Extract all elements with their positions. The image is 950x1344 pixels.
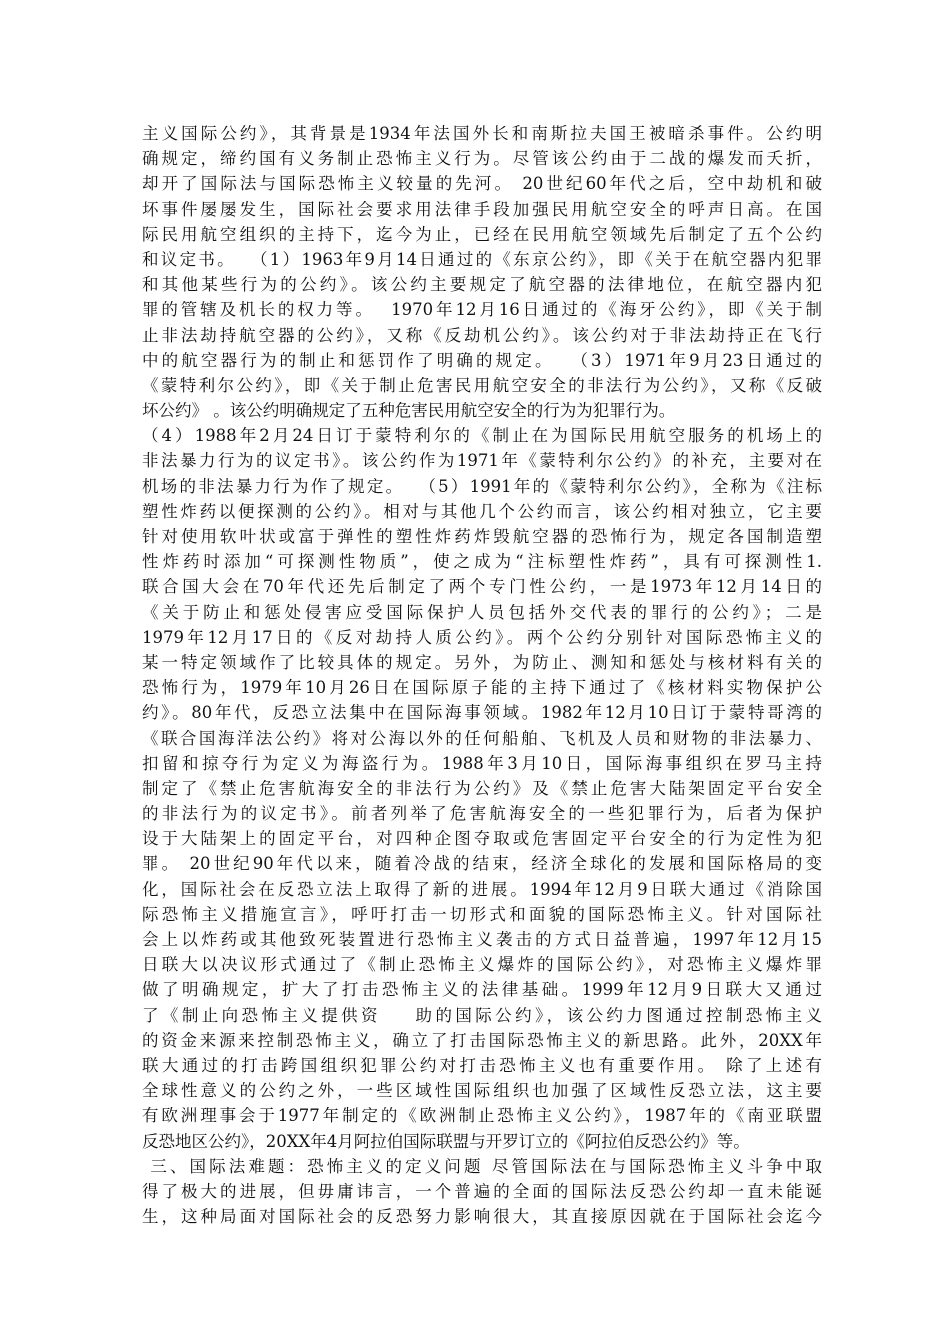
text-line: 《关于防止和惩处侵害应受国际保护人员包括外交代表的罪行的公约》；二是 bbox=[142, 602, 822, 622]
text-line: 际民用航空组织的主持下，迄今为止，已经在民用航空领域先后制定了五个公约 bbox=[142, 224, 822, 244]
text-line: 坏公约》 。该公约明确规定了五种危害民用航空安全的行为为犯罪行为。 bbox=[142, 401, 676, 421]
text-line: 设于大陆架上的固定平台，对四种企图夺取或危害固定平台安全的行为定性为犯 bbox=[142, 829, 822, 849]
text-line: 止非法劫持航空器的公约》，又称《反劫机公约》。该公约对于非法劫持正在飞行 bbox=[142, 325, 822, 345]
text-line: 坏事件屡屡发生，国际社会要求用法律手段加强民用航空安全的呼声日高。在国 bbox=[142, 199, 822, 219]
text-line: 联合国大会在70年代还先后制定了两个专门性公约，一是1973年12月14日的 bbox=[142, 577, 822, 597]
text-line: 恐怖行为，1979年10月26日在国际原子能的主持下通过了《核材料实物保护公 bbox=[142, 678, 822, 698]
text-line: 联大通过的打击跨国组织犯罪公约对打击恐怖主义也有重要作用。 除了上述有 bbox=[142, 1055, 822, 1075]
text-line: 会上以炸药或其他致死装置进行恐怖主义袭击的方式日益普遍，1997年12月15 bbox=[142, 930, 822, 949]
text-line: 得了极大的进展，但毋庸讳言，一个普遍的全面的国际法反恐公约却一直未能诞 bbox=[142, 1181, 822, 1201]
text-line: 化，国际社会在反恐立法上取得了新的进展。1994年12月9日联大通过《消除国 bbox=[142, 879, 822, 899]
text-line: 1979年12月17日的《反对劫持人质公约》。两个公约分别针对国际恐怖主义的 bbox=[142, 627, 822, 647]
text-line: 日联大以决议形式通过了《制止恐怖主义爆炸的国际公约》，对恐怖主义爆炸罪 bbox=[142, 955, 822, 975]
text-line: 和议定书。 （1）1963年9月14日通过的《东京公约》，即《关于在航空器内犯罪 bbox=[142, 249, 822, 269]
text-line: 了《制止向恐怖主义提供资 助的国际公约》，该公约力图通过控制恐怖主义 bbox=[142, 1005, 822, 1025]
text-line: 《联合国海洋法公约》将对公海以外的任何船舶、飞机及人员和财物的非法暴力、 bbox=[142, 728, 822, 748]
text-line: 和其他某些行为的公约》。该公约主要规定了航空器的法律地位，在航空器内犯 bbox=[142, 275, 822, 295]
text-line: 非法暴力行为的议定书》。该公约作为1971年《蒙特利尔公约》的补充，主要对在 bbox=[142, 451, 822, 471]
text-line: 际恐怖主义措施宣言》，呼吁打击一切形式和面貌的国际恐怖主义。针对国际社 bbox=[142, 904, 822, 924]
text-line: 生，这种局面对国际社会的反恐努力影响很大，其直接原因就在于国际社会迄今 bbox=[142, 1207, 822, 1227]
text-line: 约》。80年代，反恐立法集中在国际海事领域。1982年12月10日订于蒙特哥湾的 bbox=[142, 703, 822, 723]
text-line: 扣留和掠夺行为定义为海盗行为。1988年3月10日，国际海事组织在罗马主持 bbox=[142, 753, 822, 773]
text-line: 罪的管辖及机长的权力等。 1970年12月16日通过的《海牙公约》，即《关于制 bbox=[142, 300, 822, 320]
text-line: 塑性炸药以便探测的公约》。相对与其他几个公约而言，该公约相对独立，它主要 bbox=[142, 501, 822, 521]
text-line: 性炸药时添加“可探测性物质”，使之成为“注标塑性炸药”，具有可探测性1. bbox=[142, 552, 822, 572]
text-line: 制定了《禁止危害航海安全的非法行为公约》及《禁止危害大陆架固定平台安全 bbox=[142, 778, 822, 798]
text-line: 的资金来源来控制恐怖主义，确立了打击国际恐怖主义的新思路。此外，20XX年 bbox=[142, 1030, 822, 1050]
body-text bbox=[142, 121, 822, 1229]
text-line: 三、国际法难题：恐怖主义的定义问题 尽管国际法在与国际恐怖主义斗争中取 bbox=[142, 1156, 822, 1176]
text-line: 的非法行为的议定书》。前者列举了危害航海安全的一些犯罪行为，后者为保护 bbox=[142, 804, 822, 824]
text-line: （4）1988年2月24日订于蒙特利尔的《制止在为国际民用航空服务的机场上的 bbox=[142, 426, 822, 446]
text-line: 《蒙特利尔公约》，即《关于制止危害民用航空安全的非法行为公约》，又称《反破 bbox=[142, 375, 822, 395]
text-line: 机场的非法暴力行为作了规定。 （5）1991年的《蒙特利尔公约》，全称为《注标 bbox=[142, 476, 822, 496]
text-line: 有欧洲理事会于1977年制定的《欧洲制止恐怖主义公约》，1987年的《南亚联盟 bbox=[142, 1106, 822, 1126]
text-line: 罪。 20世纪90年代以来，随着冷战的结束，经济全球化的发展和国际格局的变 bbox=[142, 854, 822, 874]
text-line: 主义国际公约》，其背景是1934年法国外长和南斯拉夫国王被暗杀事件。公约明 bbox=[142, 124, 822, 143]
text-line: 全球性意义的公约之外，一些区域性国际组织也加强了区域性反恐立法，这主要 bbox=[142, 1081, 822, 1101]
text-line: 反恐地区公约》，20XX年4月阿拉伯国际联盟与开罗订立的《阿拉伯反恐公约》等。 bbox=[142, 1131, 750, 1151]
text-line: 针对使用软叶状或富于弹性的塑性炸药炸毁航空器的恐怖行为，规定各国制造塑 bbox=[142, 527, 822, 546]
text-line: 却开了国际法与国际恐怖主义较量的先河。 20世纪60年代之后，空中劫机和破 bbox=[142, 174, 822, 194]
text-line: 中的航空器行为的制止和惩罚作了明确的规定。 （3）1971年9月23日通过的 bbox=[142, 350, 822, 370]
text-line: 某一特定领域作了比较具体的规定。另外，为防止、测知和惩处与核材料有关的 bbox=[142, 652, 822, 672]
text-line: 确规定，缔约国有义务制止恐怖主义行为。尽管该公约由于二战的爆发而夭折， bbox=[142, 149, 822, 169]
text-line: 做了明确规定，扩大了打击恐怖主义的法律基础。1999年12月9日联大又通过 bbox=[142, 980, 822, 1000]
